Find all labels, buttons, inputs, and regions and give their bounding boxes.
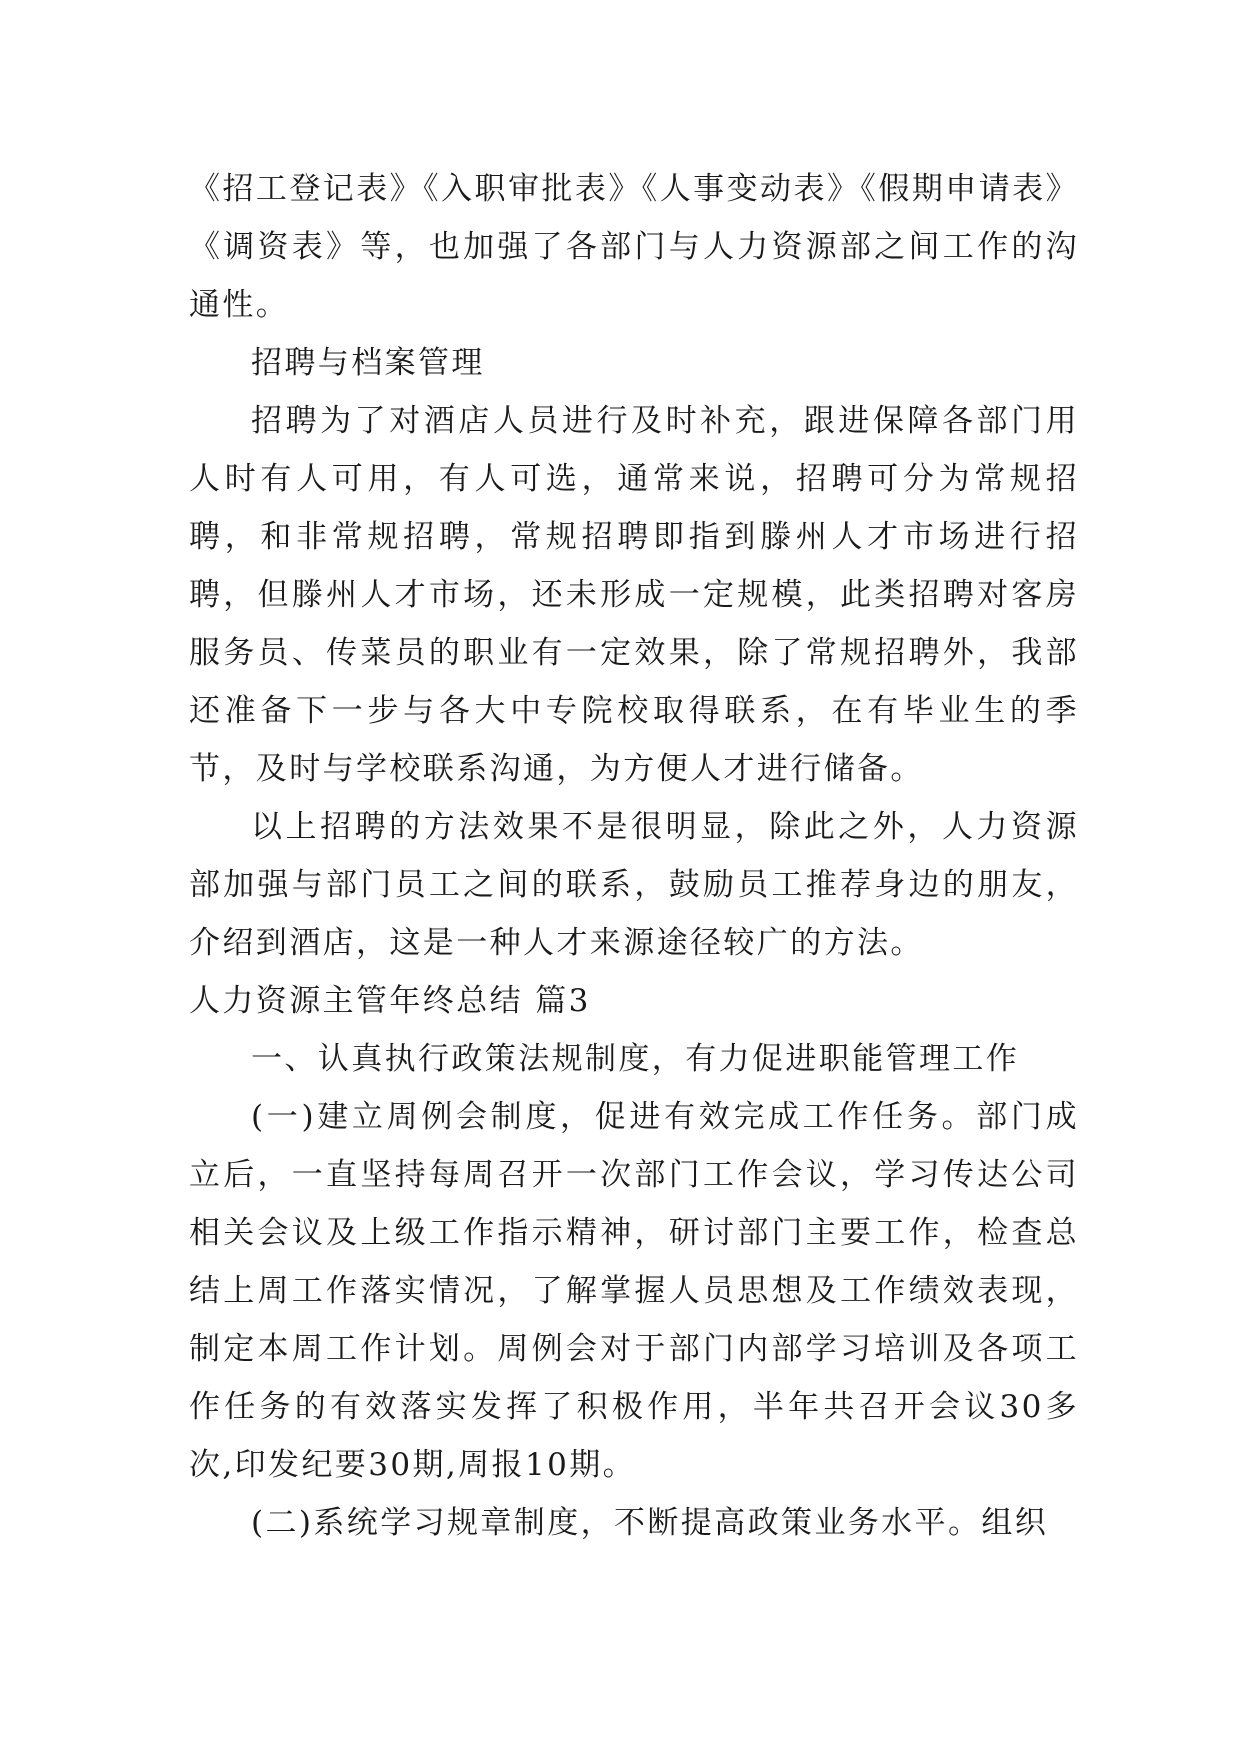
paragraph-weekly-meeting: (一)建立周例会制度，促进有效完成工作任务。部门成立后，一直坚持每周召开一次部门工作会议，学习传达公司相关会议及上级工作指示精神，研讨部门主要工作，检查总结上周工作落实情况，了解掌握人员思想及工作绩效表现，制定本周工作计划。周例会对于部门内部学习培训及各项工作任务的有效落实发挥了积极作用，半年共召开会议30多次,印发纪要30期,周报10期。 bbox=[189, 1099, 1079, 1483]
section-heading-recruitment: 招聘与档案管理 bbox=[251, 345, 485, 381]
paragraph-forms: 《招工登记表》《入职审批表》《人事变动表》《假期申请表》《调资表》等，也加强了各部门与人力资源部之间工作的沟通性。 bbox=[189, 171, 1079, 323]
paragraph-study-rules: (二)系统学习规章制度，不断提高政策业务水平。组织 bbox=[251, 1505, 1049, 1541]
article-title: 人力资源主管年终总结 篇3 bbox=[189, 983, 591, 1019]
section-heading-policy: 一、认真执行政策法规制度，有力促进职能管理工作 bbox=[251, 1041, 1020, 1077]
document-body bbox=[189, 160, 1079, 1552]
paragraph-recruitment: 招聘为了对酒店人员进行及时补充，跟进保障各部门用人时有人可用，有人可选，通常来说，招聘可分为常规招聘，和非常规招聘，常规招聘即指到滕州人才市场进行招聘，但滕州人才市场，还未形成一定规模，此类招聘对客房服务员、传菜员的职业有一定效果，除了常规招聘外，我部还准备下一步与各大中专院校取得联系，在有毕业生的季节，及时与学校联系沟通，为方便人才进行储备。 bbox=[189, 403, 1079, 787]
paragraph-recruitment-methods: 以上招聘的方法效果不是很明显，除此之外，人力资源部加强与部门员工之间的联系，鼓励员工推荐身边的朋友，介绍到酒店，这是一种人才来源途径较广的方法。 bbox=[189, 809, 1079, 961]
